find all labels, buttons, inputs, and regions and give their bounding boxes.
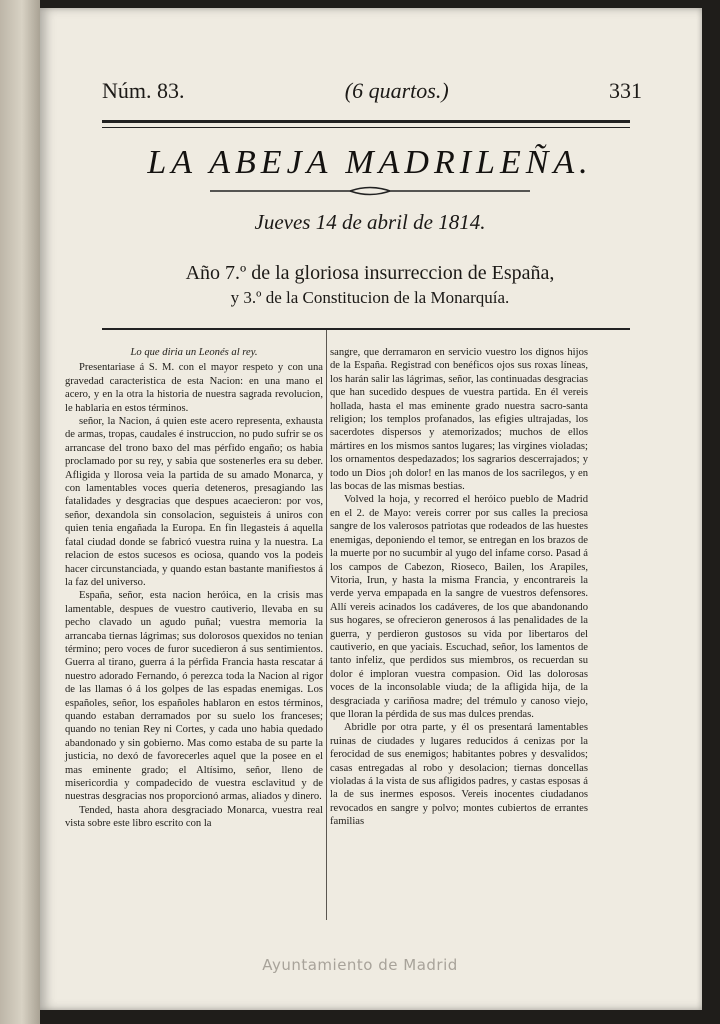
year-line-2: y 3.º de la Constitucion de la Monarquía. <box>230 288 510 307</box>
header-rule <box>102 120 630 128</box>
masthead-title: LA ABEJA MADRILEÑA. <box>147 144 593 181</box>
article-paragraph: Volved la hoja, y recorred el heróico pueblo de Madrid en el 2. de Mayo: vereis correr por sus calles la preciosa sangre de los valerosos patriotas que rodeados de las huestes enemigas, deponiendo el temor, se entregan en los brazos de la muerte por no sucumbir al yugo del infame corso. Pasad á los campos de Cabezon, Rioseco, Bailen, los Arapiles, Vitoria, Irun, y hasta la misma Francia, y encontrareis la verde yerva empapada en la sangre de vuestros defensores. Allí vereis acinados los cadáveres, de los que abandonando sus hogares, se ofrecieron generosos á las penalidades de la guerra, y perdieron gustosos su vida por libertaros del cautiverio, en que yaciais. Escuchad, señor, los lamentos de tanto infeliz, que perdidos sus miembros, os recuerdan su dolor é imploran vuestra compasion. Oid las dolorosas voces de la inconsolable viuda; de la afligida hija, de la desgraciada y cariñosa madre; del trémulo y canoso viejo, que lloran la pérdida de sus mas dulces prendas. <box>330 494 588 720</box>
article-paragraph: Tended, hasta ahora desgraciado Monarca, vuestra real vista sobre este libro escrito con la <box>65 804 323 830</box>
column-divider <box>326 330 327 920</box>
article-paragraph: sangre, que derramaron en servicio vuestro los dignos hijos de la España. Registrad con benéficos ojos sus roxas líneas, los harán salir las lágrimas, señor, las continuadas desgracias que han sucedido despues de vuestra partida. En él vereis hollada, hasta el mas eminente grado nuestra sacro-santa religion; los templos profanados, las efigies ultrajadas, los sacerdotes dispersos y atemorizados; muchos de ellos mártires en los mismos santos lugares; las virgines violadas; los ornamentos despedazados; los sagrarios descerrajados; y todo un Dios ¡oh dolor! en las manos de los sacrilegos, y en las bocas de las mismas bestias. <box>330 347 588 493</box>
archive-watermark: Ayuntamiento de Madrid <box>262 956 458 974</box>
article-column-right <box>330 346 588 829</box>
dateline: Jueves 14 de abril de 1814. <box>254 210 486 234</box>
issue-price: (6 quartos.) <box>344 78 449 103</box>
article-title: Lo que diria un Leonés al rey. <box>130 347 258 358</box>
year-line-1: Año 7.º de la gloriosa insurreccion de España, <box>185 262 555 284</box>
flourish-ornament <box>210 184 530 198</box>
facing-page-edge <box>0 0 40 1024</box>
article-paragraph: España, señor, esta nacion heróica, en la crisis mas lamentable, despues de vuestro cautiverio, llevaba en su pecho clavado un agudo puñal; vuestra memoria la arrancaba tiernas lágrimas; sus dolorosos quexidos no tenian término; pero voces de furor sucedieron á sus sentimientos. Guerra al tirano, guerra á la pérfida Francia hasta rescatar á nuestro adorado Fernando, ó perezca toda la Nacion al rigor de las llamas ó á los golpes de las espadas enemigas. Los españoles, señor, los españoles hablaron en estos términos, quando estaban derramados por su suelo los franceses; quando no tenian Rey ni Cortes, y cada uno habia quedado abandonado y sin gobierno. Mas como estaba de su parte la justicia, no dexó de favorecerles aquel que la posee en el mas eminente grado; el Altísimo, señor, lleno de misericordia y compadecido de vuestra esclavitud y de nuestras desgracias nos proporcionó armas, aliados y dinero. <box>65 590 323 803</box>
article-paragraph: Presentariase á S. M. con el mayor respeto y con una gravedad caracteristica de esta Nacion: en una mano el acero, y en la otra la historia de nuestra sagrada revolucion, le hablaria en estos términos. <box>65 362 323 414</box>
issue-header <box>102 74 642 108</box>
article-column-left <box>65 346 323 831</box>
issue-number: Núm. 83. <box>102 78 185 103</box>
masthead-bottom-rule <box>102 328 630 332</box>
article-paragraph: señor, la Nacion, á quien este acero representa, exhausta de armas, tropas, caudales é instruccion, no pudo sufrir se os arrancase del trono baxo del mas pérfido engaño; os habia proclamado por su rey, y sabia que sostenerles era su deber. Afligida y llorosa veia la partida de su amado Monarca, y con lamentables voces queria deteneros, presagiando las fatalidades y desgracias que despues acaecieron: por vos, señor, dexandola sin consolacion, seguisteis á uniros con quien tenia engañada la Europa. En fin llegasteis á aquella fatal ciudad donde se fabricó vuestra ruina y la nuestra. La relacion de estos sucesos es ociosa, quando vos la podeis hacer circunstanciada, y quando estan bastante manifiestos á la faz del universo. <box>65 416 323 588</box>
article-paragraph: Abridle por otra parte, y él os presentará lamentables ruinas de ciudades y lugares reducidos á cenizas por la ferocidad de sus enemigos; habitantes pobres y desvalidos; casas entregadas al robo y desolacion; tiernas doncellas violadas á la vista de sus afligidos padres, y castas esposas á la de sus inermes esposos. Vereis inocentes ciudadanos revocados en sangre y polvo; montes cubiertos de errantes familias <box>330 722 588 828</box>
page-number: 331 <box>608 78 642 103</box>
